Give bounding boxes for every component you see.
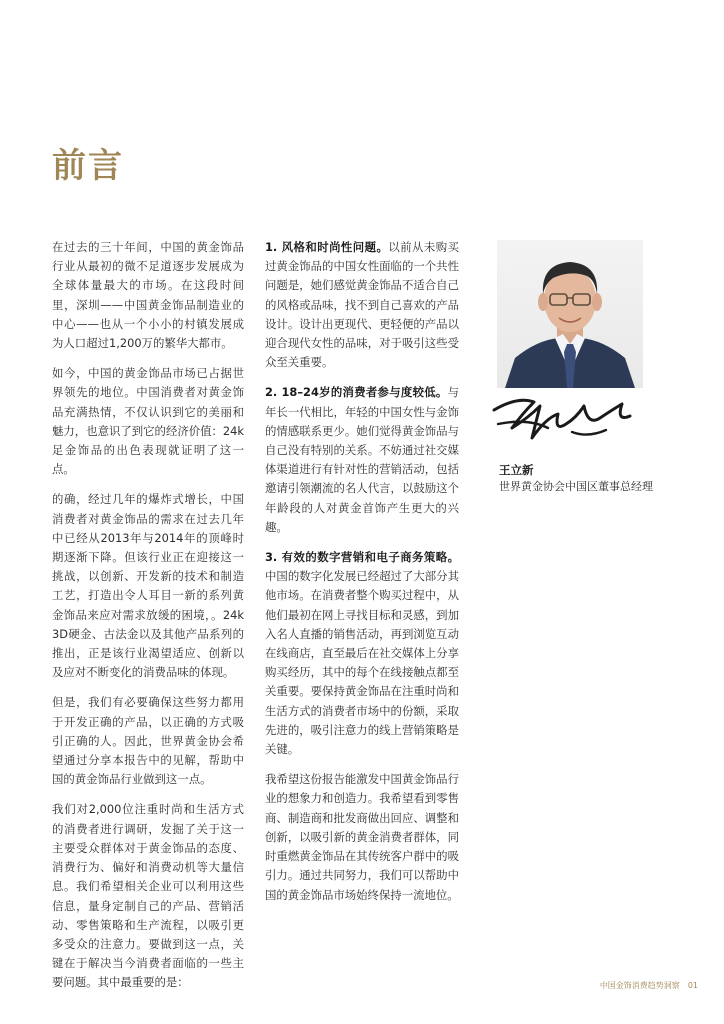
point-text: 以前从未购买过黄金饰品的中国女性面临的一个共性问题是，她们感觉黄金饰品不适合自己的风格或品味，找不到自己喜欢的产品设计。设计出更现代、更轻便的产品以迎合现代女性的品味，对于吸引这些受众至关重要。 (265, 240, 459, 370)
portrait-illustration (497, 240, 643, 388)
point-paragraph (265, 548, 459, 759)
author-title: 世界黄金协会中国区董事总经理 (499, 480, 653, 493)
paragraph: 如今，中国的黄金饰品市场已占据世界领先的地位。中国消费者对黄金饰品充满热情，不仅认识到它的美丽和魅力，也意识了到它的经济价值：24k足金饰品的出色表现就证明了这一点。 (52, 366, 244, 477)
author-signature (488, 388, 638, 460)
point-heading: 1. 风格和时尚性问题。 (265, 240, 389, 254)
paragraph: 在过去的三十年间，中国的黄金饰品行业从最初的微不足道逐步发展成为全球体量最大的市场。在这段时间里，深圳——中国黄金饰品制造业的中心——也从一个小小的村镇发展成为人口超过1,200万的繁华大都市。 (52, 240, 244, 351)
paragraph: 但是，我们有必要确保这些努力都用于开发正确的产品，以正确的方式吸引正确的人。因此，世界黄金协会希望通过分享本报告中的见解，帮助中国的黄金饰品行业做到这一点。 (52, 695, 244, 787)
paragraph: 我们对2,000位注重时尚和生活方式的消费者进行调研，发掘了关于这一主要受众群体对于黄金饰品的态度、消费行为、偏好和消费动机等大量信息。我们希望相关企业可以利用这些信息，量身定制自己的产品、营销活动、零售策略和生产流程，以吸引更多受众的注意力。要做到这一点，关键在于解决当今消费者面临的一些主要问题。其中最重要的是： (52, 802, 244, 990)
point-text: 与年长一代相比，年轻的中国女性与金饰的情感联系更少。她们觉得黄金饰品与自己没有特别的关系。不妨通过社交媒体渠道进行有针对性的营销活动，包括邀请引领潮流的名人代言，以鼓励这个年龄段的人对黄金首饰产生更大的兴趣。 (265, 385, 459, 534)
page-footer (600, 980, 698, 991)
point-text: 中国的数字化发展已经超过了大部分其他市场。在消费者整个购买过程中，从他们最初在网上寻找目标和灵感，到加入名人直播的销售活动，再到浏览互动在线商店，直至最后在社交媒体上分享购买经历，其中的每个在线接触点都至关重要。要保持黄金饰品在注重时尚和生活方式的消费者市场中的份额，采取先进的，吸引注意力的线上营销策略是关键。 (265, 569, 459, 757)
column-left (52, 238, 244, 1004)
footer-report-title: 中国金饰消费趋势洞察 (599, 981, 680, 990)
page-title: 前言 (52, 146, 124, 186)
point-heading: 2. 18–24岁的消费者参与度较低。 (265, 385, 448, 400)
closing-paragraph: 我希望这份报告能激发中国黄金饰品行业的想象力和创造力。我希望看到零售商、制造商和批发商做出回应、调整和创新，以吸引新的黄金消费者群体，同时重燃黄金饰品在其传统客户群中的吸引力。通过共同努力，我们可以帮助中国的黄金饰品市场始终保持一流地位。 (265, 772, 459, 902)
point-paragraph (265, 383, 459, 537)
column-middle (265, 238, 459, 916)
paragraph: 的确，经过几年的爆炸式增长，中国消费者对黄金饰品的需求在过去几年中已经从2013年与2014年的顶峰时期逐渐下降。但该行业正在迎接这一挑战，以创新、开发新的技术和制造工艺，打造出令人耳目一新的系列黄金饰品来应对需求放缓的困境，。24k 3D硬金、古法金以及其他产品系列的推出，正是该行业渴望适应、创新以及应对不断变化的消费品味的体现。 (52, 492, 244, 680)
author-name: 王立新 (499, 463, 534, 477)
page-number: 01 (687, 981, 698, 990)
author-portrait (497, 240, 643, 388)
point-paragraph (265, 238, 459, 372)
point-heading: 3. 有效的数字营销和电子商务策略。 (265, 550, 459, 565)
